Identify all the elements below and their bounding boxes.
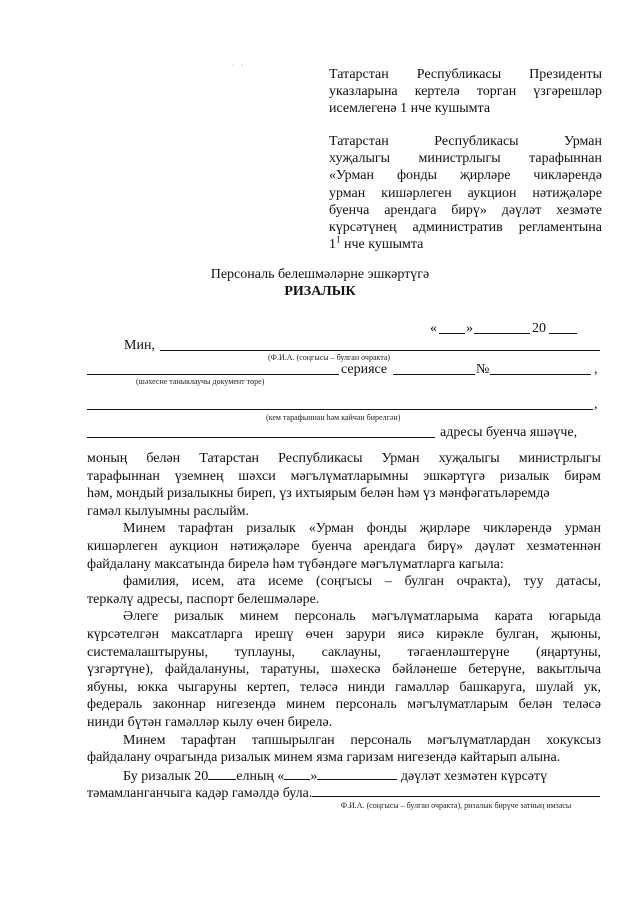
annex-note-1 [329, 66, 602, 118]
address-label: адресы буенча яшәүче, [440, 425, 578, 440]
validity-day-field[interactable] [284, 767, 310, 780]
annex-1-line: указларына кертелә торган үзгәрешләр [329, 84, 602, 100]
date-year-prefix: 20 [532, 321, 546, 336]
body-line: нинди бүтән гамәлләр кылу өчен бирелә. [87, 714, 333, 730]
body-line: үзгәртүне), файдалануны, таратуны, шәхескә бәйләнеше бетерүне, вакытлыча [87, 662, 601, 678]
date-open-quote: « [430, 321, 437, 336]
date-year-field[interactable] [549, 333, 577, 334]
body-line: Минем тарафтан тапшырылган персональ мәгълүматлардан хокуксыз [123, 732, 601, 748]
fio-field[interactable] [160, 350, 600, 351]
issued-by-field[interactable] [87, 409, 593, 410]
body-line: моның белән Татарстан Республикасы Урман хуҗалыгы министрлыгы [87, 451, 601, 466]
body-line: күрсәтелгән максатларга ирешү өчен зарури яисә кирәкле булган, җыюны, [87, 626, 601, 642]
annex-2-line: Татарстан Республикасы Урман [329, 134, 602, 149]
annex-2-line: «Урман фонды җирләре чикләрендә [329, 168, 602, 184]
series-field[interactable] [393, 374, 475, 375]
body-line: теркәлү адресы, паспорт белешмәләре. [87, 591, 320, 607]
body-line: фамилия, исем, ата исеме (соңгысы – булган очракта), туу датасы, [123, 574, 601, 590]
series-label: сериясе [341, 362, 388, 377]
annex-1-line: Татарстан Республикасы Президенты [329, 67, 602, 82]
validity-month-field[interactable] [317, 767, 397, 780]
address-field[interactable] [87, 437, 435, 438]
body-line: тәмамланганчыга кадәр гамәлдә була. [87, 786, 313, 802]
signature-field[interactable] [312, 796, 600, 797]
fio-caption: (Ф.И.А. (соңгысы – булган очракта) [268, 353, 391, 362]
body-line: файдалану очрагында ризалык минем язма гаризам нигезендә кайтарып алына. [87, 750, 561, 766]
date-close-quote: » [466, 321, 473, 336]
body-line: файдалану максатында бирелә һәм түбәндәге мәгълүматларга кагыла: [87, 556, 504, 572]
comma: , [594, 397, 598, 412]
title-line-2: РИЗАЛЫК [284, 284, 356, 299]
number-label: № [476, 362, 490, 377]
annex-2-line: $1^1$ нче кушымта [329, 234, 424, 253]
body-line: ябуны, юкка чыгаруны кертеп, теләсә нинди гамәлләр башкаруга, шулай ук, [87, 679, 601, 695]
annex-2-line: урман кишәрлеген аукцион нәтиҗәләре [329, 185, 602, 201]
validity-year-field[interactable] [208, 767, 236, 780]
body-line: тарафыннан үземнең шәхси мәгълүматларымны эшкәртүгә ризалык бирәм [87, 468, 601, 484]
annex-2-line: күрсәтүнең административ регламентына [329, 220, 602, 236]
comma: , [594, 362, 598, 377]
body-line: гамәл кылуымны раслыйм. [87, 503, 250, 519]
validity-line: Бу ризалык 20 елның « » дәүләт хезмәтен күрсәтү [123, 768, 548, 784]
body-line: Минем тарафтан ризалык «Урман фонды җирләре чикләрендә урман [123, 521, 601, 537]
document-type-field[interactable] [87, 374, 339, 375]
date-month-field[interactable] [474, 333, 530, 334]
annex-note-2 [329, 133, 602, 253]
signature-caption: Ф.И.А. (соңгысы – булган очракта), ризалык бирүче затның имзасы [340, 801, 572, 810]
body-line: системалаштыруны, туплауны, саклауны, тәгаенләштерүне (яңартуны, [87, 644, 601, 660]
consent-body [87, 450, 601, 803]
scan-artifact: · · [232, 61, 246, 70]
annex-2-line: буенча арендага бирү» дәүләт хезмәте [329, 202, 602, 218]
body-line: Әлеге ризалык минем персональ мәгълүматларыма карата югарыда [123, 609, 601, 625]
body-line: федераль законнар нигезендә минем персональ мәгълүматларым белән теләсә [87, 697, 601, 713]
annex-2-line: хуҗалыгы министрлыгы тарафыннан [329, 151, 602, 167]
min-label: Мин, [124, 338, 155, 353]
date-day-field[interactable] [439, 333, 465, 334]
annex-1-line: исемлегенә 1 нче кушымта [329, 101, 491, 117]
doc-caption: (шәхесне таныклаучы документ төре) [136, 377, 265, 386]
superscript: 1 [336, 234, 341, 245]
number-field[interactable] [490, 374, 591, 375]
issued-caption: (кем тарафыннан һәм кайчан бирелгән) [266, 413, 401, 422]
body-line: һәм, мондый ризалыкны биреп, үз ихтыярым белән һәм үз мәнфәгатьләремдә [87, 486, 550, 502]
title-line-1: Персональ белешмәләрне эшкәртүгә [210, 267, 430, 282]
document-title [0, 266, 640, 300]
body-line: кишәрлеген аукцион нәтиҗәләре буенча арендага бирү» дәүләт хезмәтеннән [87, 538, 601, 554]
